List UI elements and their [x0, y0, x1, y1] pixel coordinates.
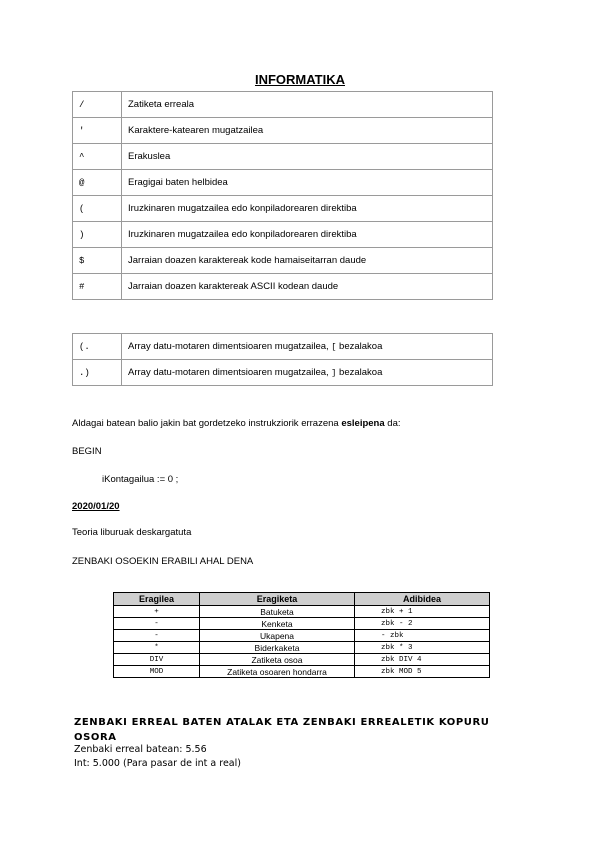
- operator-cell: DIV: [114, 654, 200, 666]
- assignment-text-end: da:: [387, 418, 401, 429]
- symbol-cell: #: [73, 274, 122, 300]
- code-statement: iKontagailua := 0 ;: [102, 474, 179, 485]
- description-cell: Jarraian doazen karaktereak kode hamaiseitarran daude: [122, 248, 493, 274]
- symbol-cell: (.: [73, 334, 122, 360]
- header-example: Adibidea: [355, 593, 490, 606]
- symbol-cell: .): [73, 360, 122, 386]
- real-line-1: Zenbaki erreal batean: 5.56: [74, 744, 207, 755]
- array-symbols-table: [72, 333, 493, 386]
- description-cell: Eragigai baten helbidea: [122, 170, 493, 196]
- example-cell: zbk DIV 4: [355, 654, 490, 666]
- table-row: [114, 618, 490, 630]
- symbol-cell: @: [73, 170, 122, 196]
- table-row: [114, 666, 490, 678]
- example-cell: zbk * 3: [355, 642, 490, 654]
- operators-table: [113, 592, 490, 678]
- operator-cell: *: [114, 642, 200, 654]
- page-title: INFORMATIKA: [254, 72, 346, 87]
- bracket-code: [: [331, 342, 337, 352]
- assignment-text: Aldagai batean balio jakin bat gordetzeko instrukziorik errazena: [72, 418, 339, 429]
- example-cell: zbk - 2: [355, 618, 490, 630]
- note-text: Teoria liburuak deskargatuta: [72, 527, 192, 538]
- table-row: [73, 222, 493, 248]
- operation-cell: Zatiketa osoa: [200, 654, 355, 666]
- table-row: [73, 170, 493, 196]
- real-section-title: ZENBAKI ERREAL BATEN ATALAK ETA ZENBAKI ERREALETIK KOPURU OSORA: [74, 717, 490, 743]
- code-begin: BEGIN: [72, 446, 102, 457]
- table-row: [73, 196, 493, 222]
- operator-cell: -: [114, 618, 200, 630]
- table-row: [114, 654, 490, 666]
- example-cell: zbk MOD 5: [355, 666, 490, 678]
- real-line-2: Int: 5.000 (Para pasar de int a real): [74, 758, 241, 769]
- description-cell: [122, 360, 493, 386]
- header-operator: Eragilea: [114, 593, 200, 606]
- description-text: Array datu-motaren dimentsioaren mugatzailea,: [128, 341, 329, 352]
- symbols-table: [72, 91, 493, 300]
- symbol-cell: ': [73, 118, 122, 144]
- assignment-paragraph: [72, 418, 401, 429]
- description-cell: [122, 334, 493, 360]
- table-row: [73, 118, 493, 144]
- description-cell: Jarraian doazen karaktereak ASCII kodean daude: [122, 274, 493, 300]
- bracket-code: ]: [331, 368, 337, 378]
- description-suffix: bezalakoa: [339, 367, 383, 378]
- description-cell: Karaktere-katearen mugatzailea: [122, 118, 493, 144]
- operator-cell: -: [114, 630, 200, 642]
- table-row: [114, 642, 490, 654]
- header-operation: Eragiketa: [200, 593, 355, 606]
- symbol-cell: ^: [73, 144, 122, 170]
- example-cell: - zbk: [355, 630, 490, 642]
- table-row: [114, 630, 490, 642]
- description-cell: Iruzkinaren mugatzailea edo konpiladorearen direktiba: [122, 196, 493, 222]
- integer-heading: ZENBAKI OSOEKIN ERABILI AHAL DENA: [72, 556, 254, 567]
- assignment-keyword: esleipena: [341, 418, 385, 429]
- example-cell: zbk + 1: [355, 606, 490, 618]
- operation-cell: Ukapena: [200, 630, 355, 642]
- operation-cell: Biderkaketa: [200, 642, 355, 654]
- date-heading: 2020/01/20: [72, 501, 120, 512]
- description-suffix: bezalakoa: [339, 341, 383, 352]
- operation-cell: Batuketa: [200, 606, 355, 618]
- table-row: [73, 248, 493, 274]
- table-row: [73, 144, 493, 170]
- description-cell: Zatiketa erreala: [122, 92, 493, 118]
- table-row: [114, 606, 490, 618]
- operator-cell: MOD: [114, 666, 200, 678]
- symbol-cell: (: [73, 196, 122, 222]
- table-row: [73, 360, 493, 386]
- operation-cell: Zatiketa osoaren hondarra: [200, 666, 355, 678]
- operators-header-row: [114, 593, 490, 606]
- symbol-cell: $: [73, 248, 122, 274]
- description-cell: Iruzkinaren mugatzailea edo konpiladorearen direktiba: [122, 222, 493, 248]
- description-cell: Erakuslea: [122, 144, 493, 170]
- table-row: [73, 274, 493, 300]
- table-row: [73, 92, 493, 118]
- symbol-cell: /: [73, 92, 122, 118]
- symbol-cell: ): [73, 222, 122, 248]
- table-row: [73, 334, 493, 360]
- operation-cell: Kenketa: [200, 618, 355, 630]
- description-text: Array datu-motaren dimentsioaren mugatzailea,: [128, 367, 329, 378]
- operator-cell: +: [114, 606, 200, 618]
